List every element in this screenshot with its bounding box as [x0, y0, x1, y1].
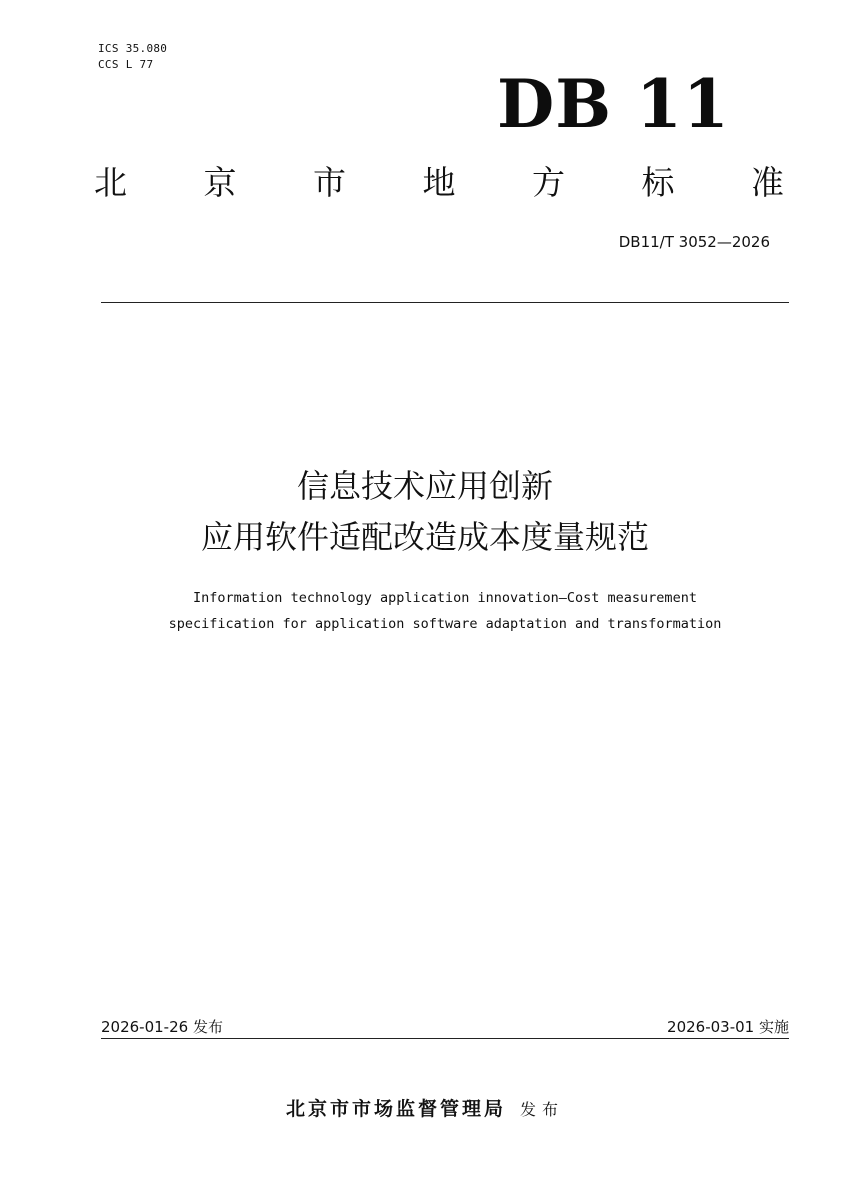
standard-type-char: 市: [313, 163, 346, 202]
standard-type-char: 准: [751, 163, 784, 202]
classification-codes: [98, 41, 167, 73]
standard-type-char: 京: [203, 163, 237, 202]
issuer-action: 发布: [520, 1100, 565, 1119]
title-cn-line-2: 应用软件适配改造成本度量规范: [200, 518, 649, 556]
standard-type-char: 北: [94, 163, 127, 202]
issuer-line: [0, 1095, 850, 1124]
standard-type-char: 地: [422, 163, 456, 202]
title-en-line-1: Information technology application innovation—Cost measurement: [193, 590, 697, 606]
title-cn-line-1: 信息技术应用创新: [296, 467, 553, 505]
effective-date: 2026-03-01 实施: [667, 1018, 789, 1036]
standard-type-char: 标: [641, 163, 675, 202]
title-en-line-2: specification for application software adaptation and transformation: [168, 616, 722, 632]
issue-date: 2026-01-26 发布: [101, 1018, 223, 1036]
header-divider: [101, 302, 789, 303]
standard-type-char: 方: [532, 163, 565, 202]
footer-divider: [101, 1038, 789, 1039]
standard-number: DB11/T 3052—2026: [618, 233, 770, 251]
standard-type-heading: [94, 161, 784, 205]
issuer-name: 北京市市场监督管理局: [285, 1098, 506, 1120]
ics-code: ICS 35.080: [98, 42, 168, 55]
db-logo: DB 11: [497, 65, 730, 143]
ccs-code: CCS L 77: [98, 58, 154, 71]
